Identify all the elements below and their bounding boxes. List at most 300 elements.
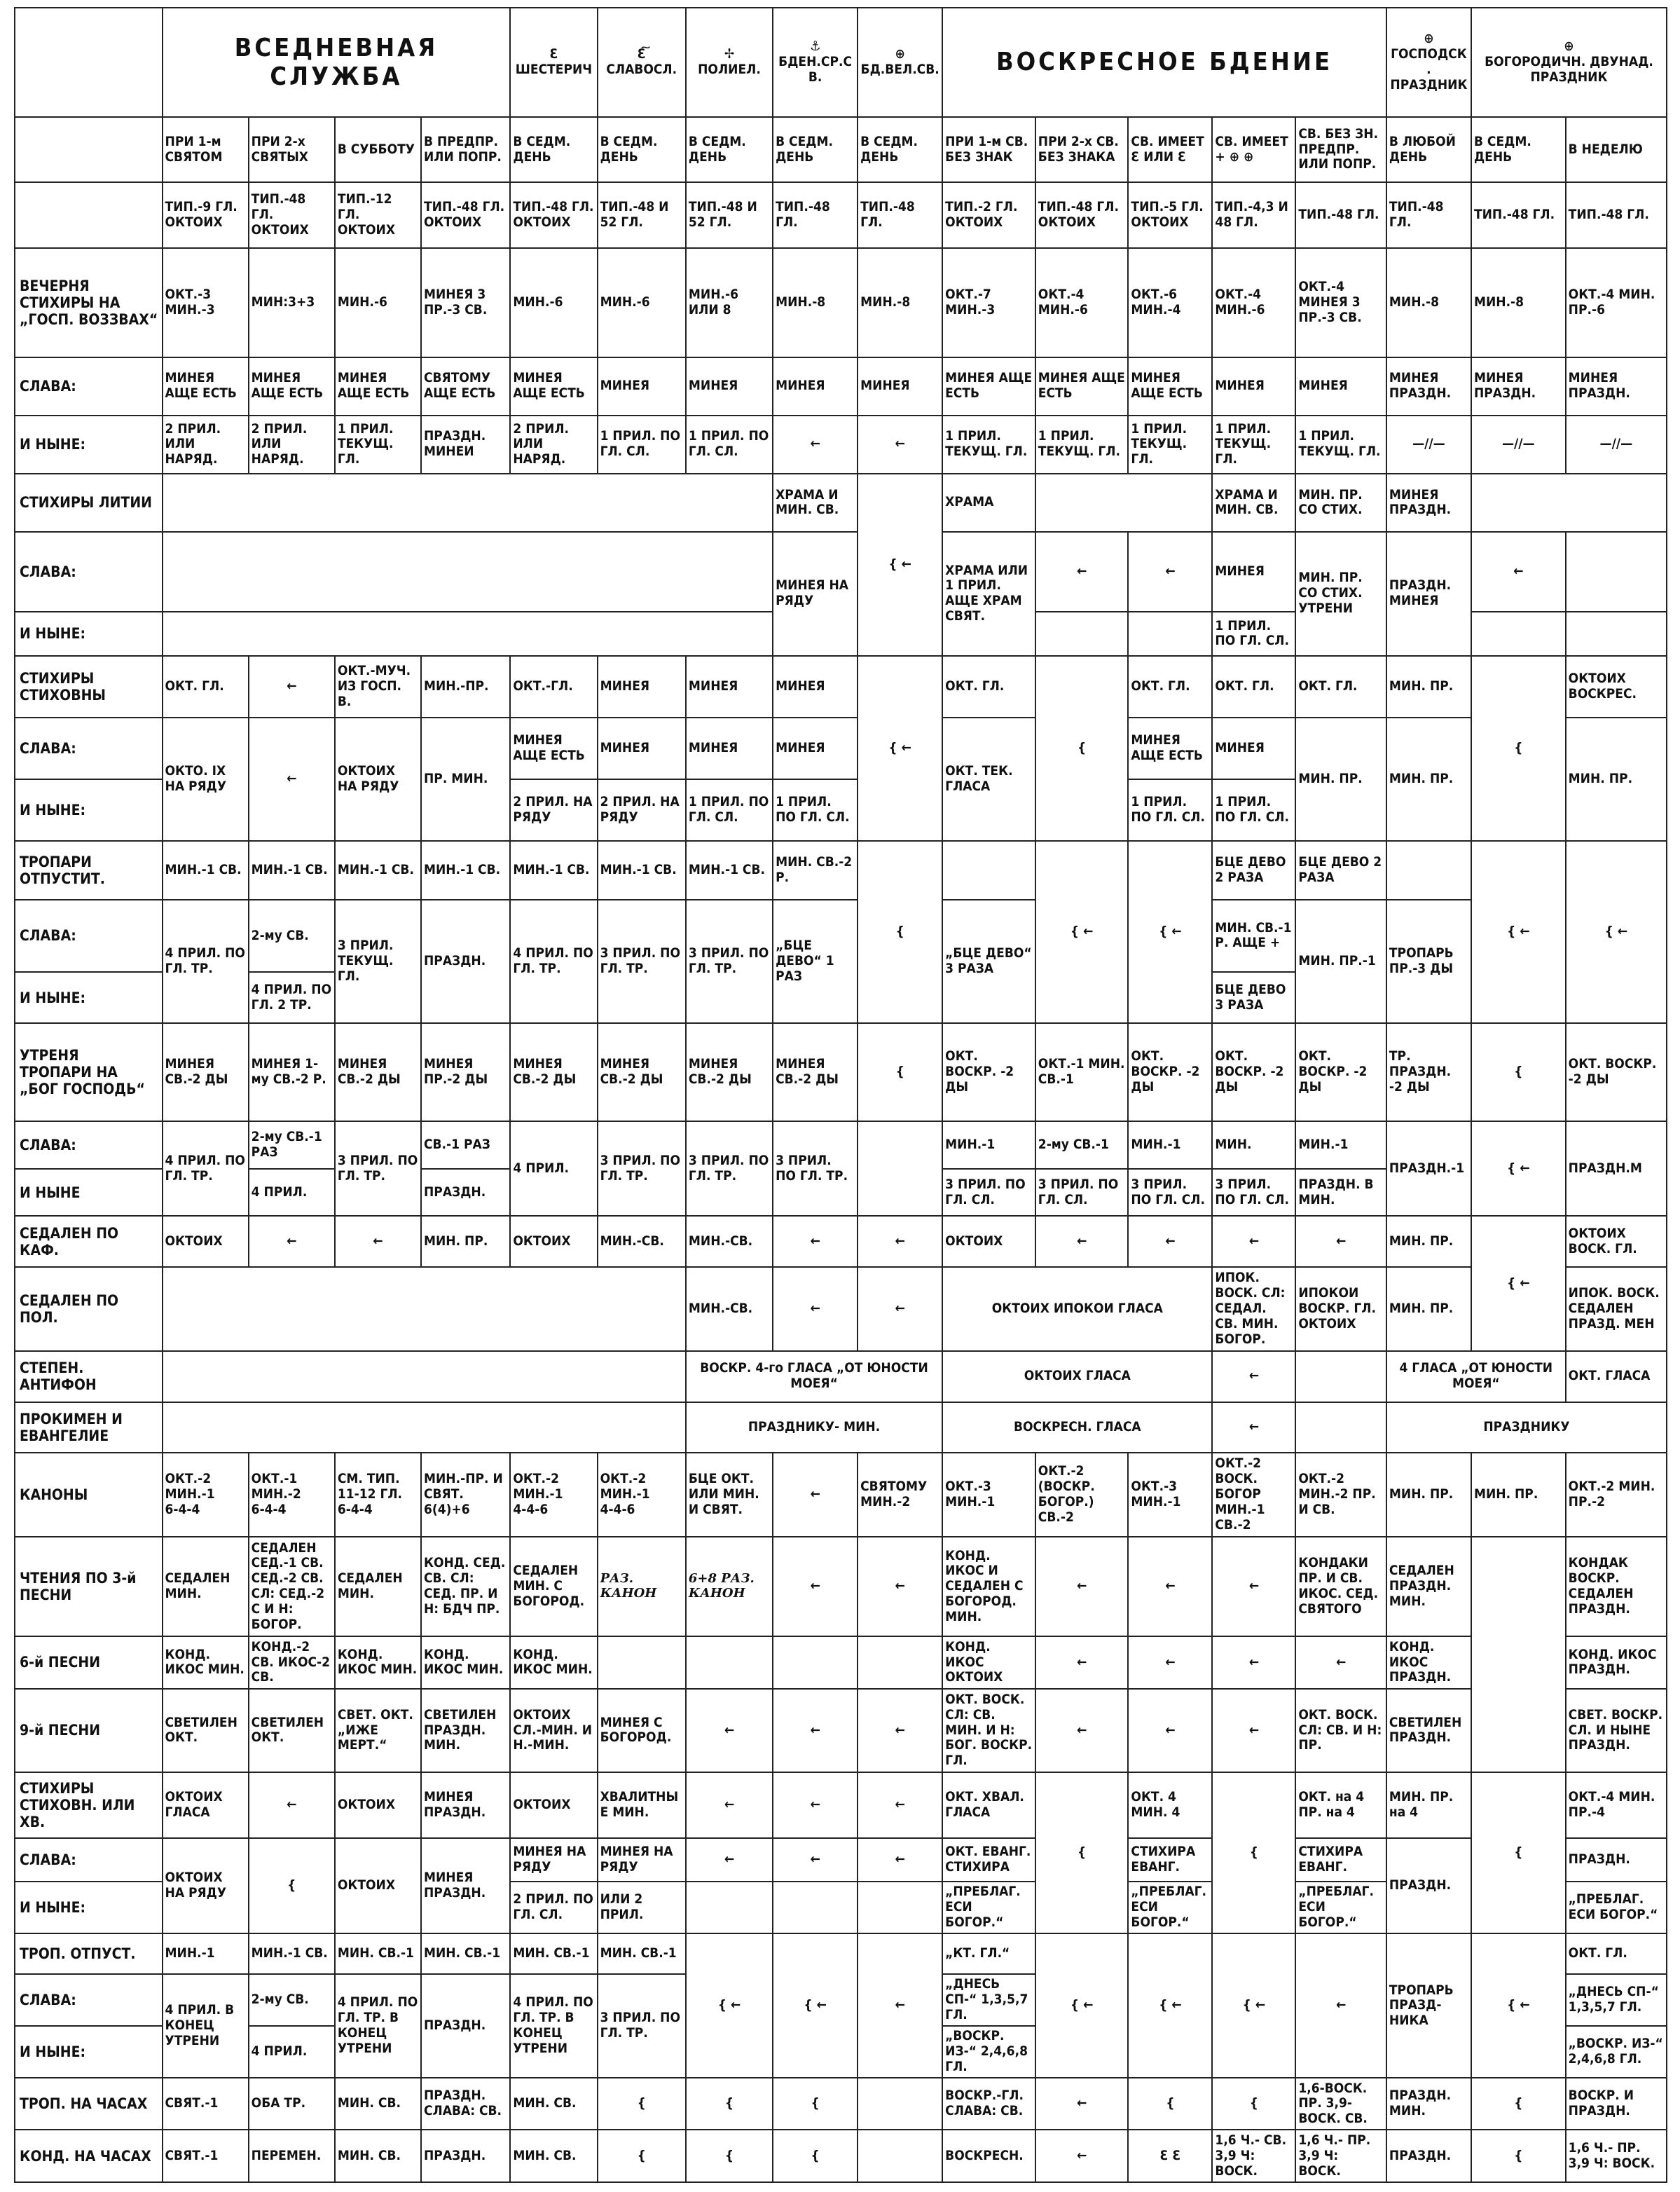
table-cell: МИНЕЯ СВ.-2 ДЫ	[686, 1023, 773, 1121]
table-cell: {	[773, 2130, 858, 2182]
table-cell: СВ. ИМЕЕТ Ɛ ИЛИ Ɛ	[1128, 117, 1212, 182]
table-cell: „ДНЕСЬ СП-“ 1,3,5,7 ГЛ.	[1566, 1974, 1667, 2026]
table-cell: „ВОСКР. ИЗ-“ 2,4,6,8 ГЛ.	[1566, 2026, 1667, 2078]
table-cell: МИНЕЯ АЩЕ ЕСТЬ	[163, 357, 249, 416]
table-cell: 2 ПРИЛ. ИЛИ НАРЯД.	[163, 416, 249, 474]
table-cell: ОКТ. ВОСКР. -2 ДЫ	[1566, 1023, 1667, 1121]
vespers-row-stikhovna	[15, 656, 1667, 718]
canons-row-9th-ode	[15, 1689, 1667, 1773]
table-cell: МИНЕЯ	[773, 357, 858, 416]
table-cell: ТИП.-48 ГЛ.	[1471, 182, 1566, 247]
table-cell: МИН. ПР.	[1566, 718, 1667, 842]
table-cell: МИНЕЯ НА РЯДУ	[598, 1838, 686, 1882]
table-cell	[1295, 1351, 1386, 1402]
table-cell: МИН.-8	[858, 248, 942, 357]
table-cell: КОНД. ИКОС И СЕДАЛЕН С БОГОРОД. МИН.	[942, 1537, 1035, 1636]
table-cell	[858, 1121, 942, 1216]
table-cell	[1471, 474, 1667, 532]
table-cell: ОКТОИХ	[335, 1772, 421, 1837]
table-cell: {	[773, 2078, 858, 2130]
theotokos-feast-header: ⊕ БОГОРОДИЧН. ДВУНАД. ПРАЗДНИК	[1471, 8, 1667, 117]
table-cell: ОКТ. ГЛ.	[1128, 656, 1212, 718]
table-cell: СЛАВА:	[15, 900, 163, 973]
table-cell	[163, 1351, 686, 1402]
table-cell: 3 ПРИЛ. ТЕКУЩ. ГЛ.	[335, 900, 421, 1024]
matins-row-bog-gospod	[15, 1023, 1667, 1121]
table-cell: ХРАМА ИЛИ 1 ПРИЛ. АЩЕ ХРАМ СВЯТ.	[942, 532, 1035, 656]
table-cell: ОКТОИХ НА РЯДУ	[163, 1838, 249, 1934]
table-cell: { ←	[858, 474, 942, 656]
table-cell: ТИП.-48 И 52 ГЛ.	[598, 182, 686, 247]
table-cell: МИН.-6	[335, 248, 421, 357]
table-cell: ←	[1128, 1537, 1212, 1636]
table-cell: ТРОПАРЬ ПР.-3 ДЫ	[1386, 900, 1471, 1024]
table-cell	[858, 2078, 942, 2130]
table-cell: ←	[335, 1216, 421, 1267]
table-cell: МИНЕЯ ПРАЗДН.	[421, 1772, 510, 1837]
table-cell: МИН:3+3	[249, 248, 335, 357]
table-cell: ОКТ. ГЛАСА	[1566, 1351, 1667, 1402]
table-cell: ←	[858, 1689, 942, 1773]
table-cell: СТИХИРА ЕВАНГ.	[1295, 1838, 1386, 1882]
table-cell: ИЛИ 2 ПРИЛ.	[598, 1882, 686, 1933]
table-cell: {	[1035, 656, 1129, 842]
bden-sr-header: ⚓ БДЕН.СР.СВ.	[773, 8, 858, 117]
table-cell: { ←	[1471, 1933, 1566, 2078]
subheader-row	[15, 117, 1667, 182]
table-cell: МИН.-1 СВ.	[686, 841, 773, 899]
table-cell: МИН.-6 ИЛИ 8	[686, 248, 773, 357]
hours-row-troparion	[15, 2078, 1667, 2130]
table-cell: СЛАВА:	[15, 1121, 163, 1169]
table-cell: ТИП.-5 ГЛ. ОКТОИХ	[1128, 182, 1212, 247]
table-cell: 1,6 Ч.- ПР. 3,9 Ч: ВОСК.	[1566, 2130, 1667, 2182]
table-cell: ←	[686, 1689, 773, 1773]
table-cell: ←	[1212, 1216, 1295, 1267]
table-cell: МИН. ПР.	[1386, 1267, 1471, 1351]
table-cell: СВЕТИЛЕН ОКТ.	[249, 1689, 335, 1773]
table-cell	[1128, 612, 1212, 655]
table-cell: ОКТ. на 4 ПР. на 4	[1295, 1772, 1386, 1837]
table-cell: СТИХИРА ЕВАНГ.	[1128, 1838, 1212, 1882]
table-cell: КОНДАКИ ПР. И СВ. ИКОС. СЕД. СВЯТОГО	[1295, 1537, 1386, 1636]
table-cell: 1,6 Ч.- СВ. 3,9 Ч: ВОСК.	[1212, 2130, 1295, 2182]
table-cell	[1471, 612, 1566, 655]
table-cell: —//—	[1566, 416, 1667, 474]
table-cell: МИН.-1	[163, 1933, 249, 1973]
table-cell: СТЕПЕН. АНТИФОН	[15, 1351, 163, 1402]
table-cell: ОКТ.-1 МИН. СВ.-1	[1035, 1023, 1129, 1121]
table-cell: ←	[1212, 1402, 1295, 1453]
table-cell	[773, 1636, 858, 1688]
table-cell: ПРАЗДН.	[421, 1974, 510, 2078]
table-cell: МИНЕЯ НА РЯДУ	[773, 532, 858, 656]
corner-cell	[15, 8, 163, 117]
table-cell: МИНЕЯ ПРАЗДН.	[1386, 357, 1471, 416]
table-cell: МИН. ПР. на 4	[1386, 1772, 1471, 1837]
table-cell: ←	[858, 1933, 942, 2078]
table-cell: ОКТОИХ	[942, 1216, 1035, 1267]
service-table	[14, 7, 1667, 2183]
table-cell: ←	[1212, 1351, 1295, 1402]
table-cell: ОКТО. IX НА РЯДУ	[163, 718, 249, 842]
table-cell: ТИП.-48 ГЛ.	[773, 182, 858, 247]
table-cell	[163, 1267, 686, 1351]
table-cell: 2-му СВ.	[249, 900, 335, 973]
table-cell: СВЕТ. ОКТ. „ИЖЕ МЕРТ.“	[335, 1689, 421, 1773]
table-cell: {	[858, 1023, 942, 1121]
table-cell: ←	[1035, 1537, 1129, 1636]
table-cell: ПРОКИМЕН И ЕВАНГЕЛИЕ	[15, 1402, 163, 1453]
table-cell: МИН. ПР.	[1386, 1453, 1471, 1537]
table-cell: {	[1471, 1023, 1566, 1121]
table-cell: 1 ПРИЛ. ТЕКУЩ. ГЛ.	[942, 416, 1035, 474]
matins-row-slava	[15, 1121, 1667, 1169]
table-cell: МИН. СВ.-1	[598, 1933, 686, 1973]
table-cell: МИН. СВ.-1	[335, 1933, 421, 1973]
table-cell: СЕДАЛЕН ПО КАФ.	[15, 1216, 163, 1267]
table-cell: ТИП.-48 ГЛ. ОКТОИХ	[510, 182, 597, 247]
table-cell: 1 ПРИЛ. ТЕКУЩ. ГЛ.	[1128, 416, 1212, 474]
table-cell: 2 ПРИЛ. ИЛИ НАРЯД.	[510, 416, 597, 474]
table-cell: МИНЕЯ АЩЕ ЕСТЬ	[335, 357, 421, 416]
table-cell: МИН. ПР.	[1386, 718, 1471, 842]
canons-row-6th-ode	[15, 1636, 1667, 1688]
table-cell: ОКТОИХ	[510, 1772, 597, 1837]
table-cell: МИН.-6	[598, 248, 686, 357]
table-cell: ОКТ.-МУЧ. ИЗ ГОСП. В.	[335, 656, 421, 718]
table-cell: МИНЕЯ НА РЯДУ	[510, 1838, 597, 1882]
table-cell: ТИП.-4,3 И 48 ГЛ.	[1212, 182, 1295, 247]
table-cell: МИНЕЯ АЩЕ ЕСТЬ	[1128, 718, 1212, 779]
table-cell: „БЦЕ ДЕВО“ 3 РАЗА	[942, 900, 1035, 1024]
table-cell: МИНЕЯ	[773, 656, 858, 718]
slavosl-header: Ɛ͠ СЛАВОСЛ.	[598, 8, 686, 117]
table-cell: ПРИ 2-х СВЯТЫХ	[249, 117, 335, 182]
table-cell: { ←	[858, 656, 942, 842]
table-cell: 4 ПРИЛ. ПО ГЛ. 2 ТР.	[249, 972, 335, 1023]
table-cell: МИНЕЯ	[686, 656, 773, 718]
table-cell: ←	[773, 1772, 858, 1837]
table-cell: 1 ПРИЛ. ТЕКУЩ. ГЛ.	[1295, 416, 1386, 474]
table-cell: ←	[773, 1689, 858, 1773]
table-cell: Ɛ Ɛ	[1128, 2130, 1212, 2182]
table-cell: 3 ПРИЛ. ПО ГЛ. ТР.	[598, 900, 686, 1024]
table-cell: { ←	[1566, 841, 1667, 1023]
table-cell: 1,6-ВОСК. ПР. 3,9-ВОСК. СВ.	[1295, 2078, 1386, 2130]
table-cell: ←	[249, 718, 335, 842]
table-cell: МИНЕЯ АЩЕ ЕСТЬ	[510, 357, 597, 416]
table-cell: 2 ПРИЛ. ПО ГЛ. СЛ.	[510, 1882, 597, 1933]
table-cell	[598, 1636, 686, 1688]
table-cell: И НЫНЕ:	[15, 972, 163, 1023]
table-cell: ВЕЧЕРНЯ СТИХИРЫ НА „ГОСП. ВОЗЗВАХ“	[15, 248, 163, 357]
vespers-row-slava	[15, 357, 1667, 416]
table-cell: { ←	[1035, 1933, 1129, 2078]
table-cell: СЕДАЛЕН МИН.	[335, 1537, 421, 1636]
table-cell: СТИХИРЫ СТИХОВНЫ	[15, 656, 163, 718]
canons-row	[15, 1453, 1667, 1537]
table-cell: МИНЕЯ 3 ПР.-3 СВ.	[421, 248, 510, 357]
table-cell: ПРАЗДН.	[1566, 1838, 1667, 1882]
table-cell	[15, 182, 163, 247]
table-cell: В СЕДМ. ДЕНЬ	[686, 117, 773, 182]
table-cell: { ←	[1128, 1933, 1212, 2078]
table-cell: „ПРЕБЛАГ. ЕСИ БОГОР.“	[942, 1882, 1035, 1933]
table-cell: И НЫНЕ:	[15, 779, 163, 841]
table-cell: МИНЕЯ	[1212, 718, 1295, 779]
table-cell: 4 ПРИЛ.	[510, 1121, 597, 1216]
table-cell: { ←	[1471, 1121, 1566, 1216]
table-cell: 4 ПРИЛ.	[249, 1169, 335, 1217]
table-cell: ОКТ. ХВАЛ. ГЛАСА	[942, 1772, 1035, 1837]
table-cell: СЕДАЛЕН МИН.	[163, 1537, 249, 1636]
table-cell: {	[1212, 1772, 1295, 1933]
table-cell: КОНД. ИКОС МИН.	[510, 1636, 597, 1688]
table-cell: 1 ПРИЛ. ПО ГЛ. СЛ.	[598, 416, 686, 474]
table-cell: 9-й ПЕСНИ	[15, 1689, 163, 1773]
table-cell: ←	[249, 1216, 335, 1267]
table-cell	[163, 532, 773, 612]
table-cell: КОНД. НА ЧАСАХ	[15, 2130, 163, 2182]
table-cell: МИНЕЯ АЩЕ ЕСТЬ	[942, 357, 1035, 416]
table-cell: СТИХИРЫ СТИХОВН. ИЛИ ХВ.	[15, 1772, 163, 1837]
table-cell: КОНД. ИКОС МИН.	[421, 1636, 510, 1688]
table-cell: МИНЕЯ	[598, 357, 686, 416]
table-cell: ПРАЗДН.М	[1566, 1121, 1667, 1216]
table-cell: МИН. ПР.	[1471, 1453, 1566, 1537]
table-cell: ТИП.-9 ГЛ. ОКТОИХ	[163, 182, 249, 247]
table-cell: УТРЕНЯ ТРОПАРИ НА „БОГ ГОСПОДЬ“	[15, 1023, 163, 1121]
table-cell: МИНЕЯ АЩЕ ЕСТЬ	[249, 357, 335, 416]
table-cell: МИНЕЯ	[598, 656, 686, 718]
table-cell: МИНЕЯ	[686, 357, 773, 416]
table-cell: {	[1471, 1772, 1566, 1933]
table-cell: ←	[1035, 2130, 1129, 2182]
table-cell: ТИП.-48 ГЛ.	[1566, 182, 1667, 247]
table-cell: В СЕДМ. ДЕНЬ	[773, 117, 858, 182]
table-cell: 1,6 Ч.- ПР. 3,9 Ч: ВОСК.	[1295, 2130, 1386, 2182]
table-cell: 4 ПРИЛ. ПО ГЛ. ТР.	[510, 900, 597, 1024]
matins-row-troparion	[15, 1933, 1667, 1973]
table-cell: ←	[1128, 532, 1212, 612]
table-cell: ПРАЗДН. МИНЕИ	[421, 416, 510, 474]
table-cell: 1 ПРИЛ. ПО ГЛ. СЛ.	[1212, 779, 1295, 841]
table-cell: ТИП.-48 ГЛ.	[1386, 182, 1471, 247]
shesterich-icon: Ɛ	[549, 46, 558, 62]
table-cell: ←	[1035, 1216, 1129, 1267]
table-cell: ОКТ.-4 МИН. ПР.-4	[1566, 1772, 1667, 1837]
table-cell: {	[1128, 2078, 1212, 2130]
table-cell: „ПРЕБЛАГ. ЕСИ БОГОР.“	[1128, 1882, 1212, 1933]
table-cell	[15, 117, 163, 182]
table-cell: СВ.-1 РАЗ	[421, 1121, 510, 1169]
table-cell: ОКТОИХ	[335, 1838, 421, 1934]
vespers-row-stikhovna-slava	[15, 718, 1667, 779]
table-cell: ОКТОИХ ИПОКОИ ГЛАСА	[942, 1267, 1212, 1351]
table-cell: В СЕДМ. ДЕНЬ	[858, 117, 942, 182]
table-cell: ВОСКР.-ГЛ. СЛАВА: СВ.	[942, 2078, 1035, 2130]
table-cell: КОНД. ИКОС МИН.	[163, 1636, 249, 1688]
table-cell: ОКТ.-6 МИН.-4	[1128, 248, 1212, 357]
table-cell: ←	[773, 1267, 858, 1351]
table-cell: МИН.-1 СВ.	[335, 841, 421, 899]
table-cell: 1 ПРИЛ. ПО ГЛ. СЛ.	[686, 416, 773, 474]
table-cell: КОНД. ИКОС ПРАЗДН.	[1566, 1636, 1667, 1688]
table-cell	[942, 841, 1035, 899]
table-cell: ←	[1212, 1636, 1295, 1688]
table-cell: ←	[858, 1838, 942, 1882]
table-cell: ПРАЗДН.	[421, 900, 510, 1024]
table-cell: МИН. СВ.-1	[510, 1933, 597, 1973]
vespers-row-troparia-slava	[15, 900, 1667, 973]
table-cell: ХРАМА И МИН. СВ.	[773, 474, 858, 532]
table-cell: ОКТОИХ	[510, 1216, 597, 1267]
table-cell: ТИП.-48 И 52 ГЛ.	[686, 182, 773, 247]
table-cell: ←	[1295, 1216, 1386, 1267]
lord-feast-header: ⊕ ГОСПОДСК. ПРАЗДНИК	[1386, 8, 1471, 117]
table-cell: СВ. ИМЕЕТ + ⊕ ⊕	[1212, 117, 1295, 182]
table-cell: ИПОКОИ ВОСКР. ГЛ. ОКТОИХ	[1295, 1267, 1386, 1351]
table-cell: МИН.-1 СВ.	[163, 841, 249, 899]
table-cell: { ←	[1035, 841, 1129, 1023]
table-cell: ←	[773, 1216, 858, 1267]
table-cell: 3 ПРИЛ. ПО ГЛ. ТР.	[773, 1121, 858, 1216]
table-cell: МИНЕЯ СВ.-2 ДЫ	[335, 1023, 421, 1121]
table-cell: ПРАЗДН. МИН.	[1386, 2078, 1471, 2130]
table-cell: СЕДАЛЕН МИН. С БОГОРОД.	[510, 1537, 597, 1636]
table-cell: МИН.-1 СВ.	[249, 841, 335, 899]
table-cell: ←	[1035, 1636, 1129, 1688]
table-cell: СЕДАЛЕН ПРАЗДН. МИН.	[1386, 1537, 1471, 1636]
table-cell: БЦЕ ОКТ. ИЛИ МИН. И СВЯТ.	[686, 1453, 773, 1537]
table-cell	[858, 1882, 942, 1933]
table-cell: ОКТ. 4 МИН. 4	[1128, 1772, 1212, 1837]
table-cell: ПР. МИН.	[421, 718, 510, 842]
table-cell: МИН.-СВ.	[686, 1267, 773, 1351]
bd-vel-header: ⊕ БД.ВЕЛ.СВ.	[858, 8, 942, 117]
table-cell	[858, 2130, 942, 2182]
table-cell: 2 ПРИЛ. НА РЯДУ	[510, 779, 597, 841]
table-cell: ОКТ. ТЕК. ГЛАСА	[942, 718, 1035, 842]
table-cell: ОКТ. ЕВАНГ. СТИХИРА	[942, 1838, 1035, 1882]
table-cell: { ←	[1212, 1933, 1295, 2078]
table-cell: СЛАВА:	[15, 1838, 163, 1882]
table-cell: ПРАЗДН. СЛАВА: СВ.	[421, 2078, 510, 2130]
table-cell: МИН.-8	[773, 248, 858, 357]
bd-vel-icon: ⊕	[895, 46, 905, 62]
table-cell: ОКТ. ВОСКР. -2 ДЫ	[1295, 1023, 1386, 1121]
table-cell: СМ. ТИП. 11-12 ГЛ. 6-4-4	[335, 1453, 421, 1537]
table-cell: ТИП.-48 ГЛ.	[858, 182, 942, 247]
table-cell: ВОСКРЕСН.	[942, 2130, 1035, 2182]
table-cell: МИНЕЯ ПРАЗДН.	[1386, 474, 1471, 532]
table-cell: МИНЕЯ АЩЕ ЕСТЬ	[1035, 357, 1129, 416]
table-cell: КОНДАК ВОСКР. СЕДАЛЕН ПРАЗДН.	[1566, 1537, 1667, 1636]
table-cell: В ПРЕДПР. ИЛИ ПОПР.	[421, 117, 510, 182]
table-cell: МИН.-1	[1295, 1121, 1386, 1169]
table-cell: ОКТОИХ ГЛАСА	[942, 1351, 1212, 1402]
table-cell: И НЫНЕ:	[15, 2026, 163, 2078]
table-cell	[15, 1453, 163, 1537]
table-cell: {	[598, 2078, 686, 2130]
table-cell: МИНЕЯ 1-му СВ.-2 Р.	[249, 1023, 335, 1121]
table-cell: ←	[858, 1772, 942, 1837]
table-cell: ←	[1035, 1689, 1129, 1773]
table-cell: ОКТ.-2 (ВОСКР. БОГОР.) СВ.-2	[1035, 1453, 1129, 1537]
table-cell: МИНЕЯ ПРАЗДН.	[421, 1838, 510, 1934]
table-cell: МИН. ПР.	[421, 1216, 510, 1267]
table-cell: ОКТОИХ СЛ.-МИН. И Н.-МИН.	[510, 1689, 597, 1773]
table-cell: ОКТ.-2 МИН.-1 4-4-6	[598, 1453, 686, 1537]
table-cell: В СЕДМ. ДЕНЬ	[1471, 117, 1566, 182]
table-cell: ОКТ. ГЛ.	[1295, 656, 1386, 718]
table-cell: СВЯТОМУ МИН.-2	[858, 1453, 942, 1537]
table-cell: МИНЕЯ	[1295, 357, 1386, 416]
matins-row-praises-slava	[15, 1838, 1667, 1882]
table-cell: ОКТ.-4 МИН.-6	[1035, 248, 1129, 357]
table-cell: 3 ПРИЛ. ПО ГЛ. ТР.	[335, 1121, 421, 1216]
table-cell: ←	[249, 1772, 335, 1837]
table-cell	[1386, 841, 1471, 899]
table-cell: КОНД. ИКОС ПРАЗДН.	[1386, 1636, 1471, 1688]
table-cell: 4 ПРИЛ. В КОНЕЦ УТРЕНИ	[163, 1974, 249, 2078]
table-cell: В НЕДЕЛЮ	[1566, 117, 1667, 182]
table-cell: СВЯТ.-1	[163, 2130, 249, 2182]
table-cell	[686, 1636, 773, 1688]
table-cell: МИН. СВ.	[335, 2078, 421, 2130]
table-cell: 2-му СВ.-1 РАЗ	[249, 1121, 335, 1169]
table-cell: ←	[1035, 2078, 1129, 2130]
matins-row-sedalen-pol	[15, 1267, 1667, 1351]
table-cell	[858, 1636, 942, 1688]
table-cell: 3 ПРИЛ. ПО ГЛ. СЛ.	[1212, 1169, 1295, 1217]
table-cell: МИНЕЯ АЩЕ ЕСТЬ	[510, 718, 597, 779]
table-cell: МИН. ПР.	[1386, 1216, 1471, 1267]
table-cell: МИН. СВ.-1	[421, 1933, 510, 1973]
table-cell: СЛАВА:	[15, 357, 163, 416]
table-cell: ОКТОИХ НА РЯДУ	[335, 718, 421, 842]
table-cell: ПРИ 2-х СВ. БЕЗ ЗНАКА	[1035, 117, 1129, 182]
table-cell: СТИХИРЫ ЛИТИИ	[15, 474, 163, 532]
table-cell	[163, 612, 773, 655]
section-matins: УТРЕНЯ	[20, 1047, 79, 1064]
vespers-row-stichera	[15, 248, 1667, 357]
table-cell: МИНЕЯ ПРАЗДН.	[1566, 357, 1667, 416]
table-cell: МИНЕЯ С БОГОРОД.	[598, 1689, 686, 1773]
table-cell: 2-му СВ.-1	[1035, 1121, 1129, 1169]
table-cell: ПРИ 1-м СВЯТОМ	[163, 117, 249, 182]
table-cell: ОКТ.-1 МИН.-2 6-4-4	[249, 1453, 335, 1537]
table-cell: ВОСКР. И ПРАЗДН.	[1566, 2078, 1667, 2130]
table-cell: 1 ПРИЛ. ТЕКУЩ. ГЛ.	[1035, 416, 1129, 474]
table-cell: ОКТОИХ ВОСК. ГЛ.	[1566, 1216, 1667, 1267]
table-cell: ←	[858, 1267, 942, 1351]
table-cell: 1 ПРИЛ. ПО ГЛ. СЛ.	[686, 779, 773, 841]
table-cell: ТРОП. ОТПУСТ.	[15, 1933, 163, 1973]
table-cell: В СЕДМ. ДЕНЬ	[598, 117, 686, 182]
hours-row-kontakion	[15, 2130, 1667, 2182]
table-cell: ОБА ТР.	[249, 2078, 335, 2130]
table-cell: МИН. СВ.	[510, 2078, 597, 2130]
table-cell: ОКТ.-2 МИН.-1 6-4-4	[163, 1453, 249, 1537]
table-cell: ОКТ. ВОСКР. -2 ДЫ	[942, 1023, 1035, 1121]
table-cell: ←	[1471, 532, 1566, 612]
table-cell	[773, 1882, 858, 1933]
table-cell: КОНД. ИКОС ОКТОИХ	[942, 1636, 1035, 1688]
table-cell: ОКТОИХ ВОСКРЕС.	[1566, 656, 1667, 718]
table-cell: И НЫНЕ:	[15, 612, 163, 655]
